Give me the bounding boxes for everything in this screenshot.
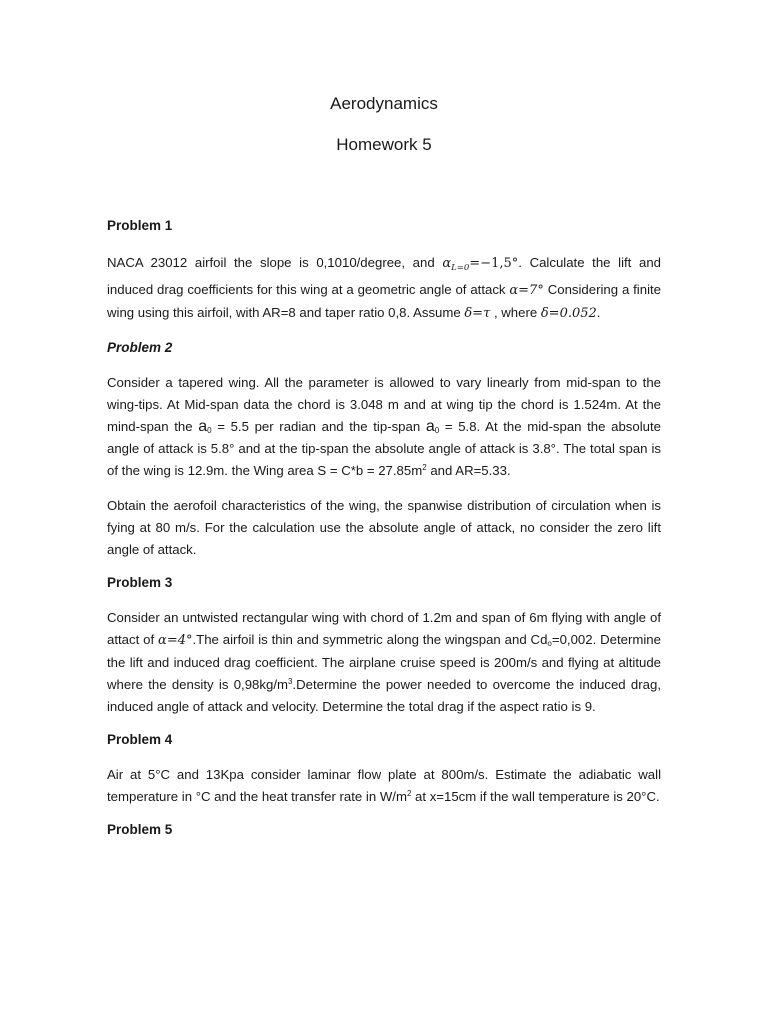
problem-2-text-part: and AR=5.33. [426, 463, 511, 478]
problem-4 [107, 730, 661, 808]
problem-1-text-part: Considering a finite wing using this airfoil, with AR=8 and taper ratio 0,8. Assume [107, 282, 661, 320]
superscript: 3 [287, 677, 293, 686]
superscript: 2 [422, 463, 427, 472]
a0-symbol: a [425, 418, 435, 435]
problem-1-heading: Problem 1 [107, 218, 173, 233]
problem-1 [107, 216, 661, 325]
problem-3-text-part: .The airfoil is thin and symmetric along the wingspan and Cd [192, 632, 548, 647]
a0-symbol: a [198, 418, 208, 435]
problem-1-text-part: NACA 23012 airfoil the slope is 0,1010/degree, and [107, 255, 443, 270]
document-body [107, 216, 661, 840]
superscript: 2 [406, 789, 412, 798]
problem-1-text-part: . Calculate the lift and induced drag coefficients for this wing at a geometric angle of attack [107, 255, 661, 297]
problem-3-text-part: .Determine the power needed to overcome the induced drag, induced angle of attack and velocity. Determine the total drag if the aspect ratio is 9. [107, 677, 661, 714]
problem-4-heading: Problem 4 [107, 732, 173, 747]
alpha-subscript: L=0 [451, 263, 470, 273]
problem-4-text-part: Air at 5°C and 13Kpa consider laminar flow plate at 800m/s. Estimate the adiabatic wall temperature in °C and the heat transfer rate in W/m [107, 767, 661, 804]
delta-tau-equation: δ=τ [464, 306, 491, 321]
problem-4-text [107, 764, 661, 808]
problem-2-heading: Problem 2 [107, 340, 173, 355]
problem-3-text-part: Consider an untwisted rectangular wing with chord of 1.2m and span of 6m flying with angle of attact of [107, 610, 661, 647]
problem-3-heading: Problem 3 [107, 575, 173, 590]
problem-5-heading: Problem 5 [107, 822, 173, 837]
a0-subscript: 0 [434, 426, 440, 435]
geometric-angle-equation: α=7° [509, 283, 544, 298]
problem-3-text-part: =0,002. Determine the lift and induced drag coefficient. The airplane cruise speed is 200m/s and flying at altitude where the density is 0,98kg/m [107, 632, 661, 692]
problem-2-text [107, 372, 661, 482]
problem-2-text-part: = 5.5 per radian and the tip-span [211, 419, 426, 434]
problem-3 [107, 573, 661, 718]
problem-2-text-part: = 5.8. At the mid-span the absolute angle of attack is 5.8° and at the tip-span the absolute angle of attack is 3.8°. The total span is of the wing is 12.9m. the Wing area S = C*b = 27.85m [107, 419, 661, 478]
alpha-symbol: α [442, 256, 452, 271]
problem-2-text-part: Consider a tapered wing. All the parameter is allowed to vary linearly from mid-span to the wing-tips. At Mid-span data the chord is 3.048 m and at wing tip the chord is 1.524m. At the mind-span the [107, 375, 661, 434]
document-title: Aerodynamics [330, 94, 438, 113]
problem-4-text-part: at x=15cm if the wall temperature is 20°C. [411, 789, 660, 804]
problem-1-text-part: , where [490, 305, 541, 320]
problem-1-text-part: . [596, 305, 601, 320]
problem-3-text [107, 607, 661, 718]
problem-1-text [107, 252, 661, 325]
angle-of-attack-equation: α=4° [158, 633, 193, 648]
delta-value-equation: δ=0.052 [540, 306, 597, 321]
problem-2-text-2: Obtain the aerofoil characteristics of the wing, the spanwise distribution of circulation when is fying at 80 m/s. For the calculation use the absolute angle of attack, no consider the zero lift angle of attack. [107, 498, 661, 557]
zero-lift-angle-equation: =−1,5° [469, 256, 519, 271]
a0-subscript: 0 [207, 426, 212, 435]
document-subtitle: Homework 5 [336, 135, 432, 154]
subscript: o [547, 639, 552, 648]
problem-2 [107, 338, 661, 561]
problem-5 [107, 820, 661, 840]
